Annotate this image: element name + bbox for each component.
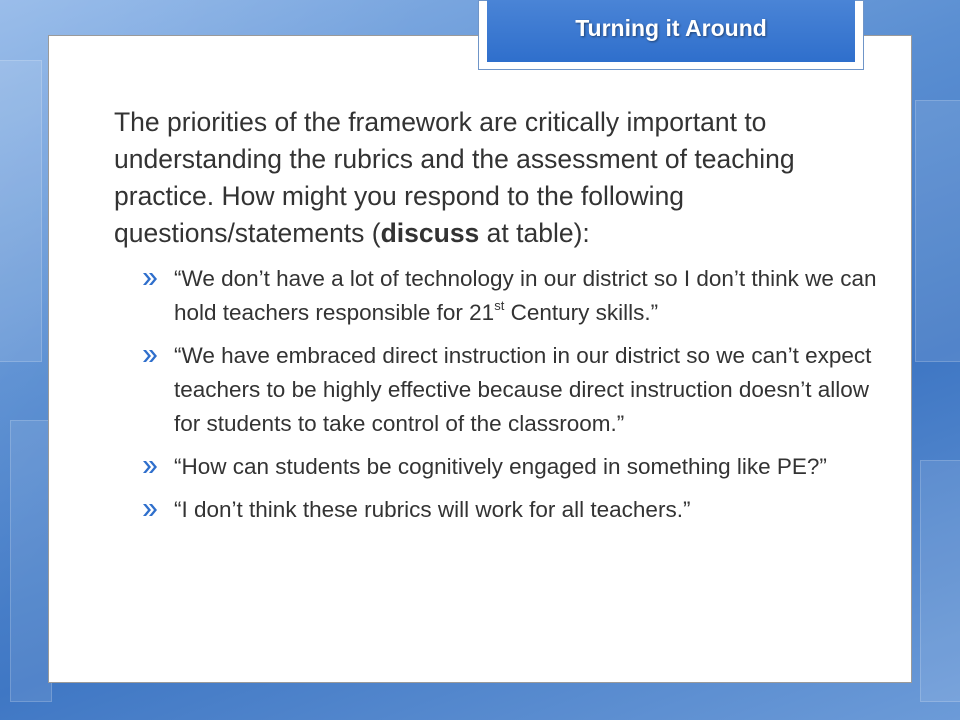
bullet-text: “We don’t have a lot of technology in our district so I don’t think we can hold teachers responsible for 21 bbox=[174, 266, 877, 325]
bullet-item bbox=[142, 339, 882, 441]
bullet-text: “How can students be cognitively engaged in something like PE?” bbox=[174, 454, 827, 479]
bullet-text: “We have embraced direct instruction in our district so we can’t expect teachers to be highly effective because direct instruction doesn’t allow for students to take control of the classroom.” bbox=[174, 343, 872, 436]
background-pane bbox=[915, 100, 960, 362]
double-chevron-bullet-icon bbox=[142, 272, 158, 286]
bullet-text-tail: Century skills.” bbox=[504, 300, 659, 325]
slide-title: Turning it Around bbox=[487, 0, 855, 62]
background-pane bbox=[920, 460, 960, 702]
intro-text-end: at table): bbox=[479, 218, 590, 248]
double-chevron-bullet-icon bbox=[142, 349, 158, 363]
bullet-text: “I don’t think these rubrics will work for all teachers.” bbox=[174, 497, 691, 522]
double-chevron-bullet-icon bbox=[142, 460, 158, 474]
double-chevron-bullet-icon bbox=[142, 503, 158, 517]
intro-paragraph bbox=[114, 104, 874, 252]
bullet-item bbox=[142, 262, 882, 330]
background-pane bbox=[10, 420, 52, 702]
background-pane bbox=[0, 60, 42, 362]
bullet-superscript: st bbox=[494, 298, 505, 313]
bullet-item bbox=[142, 450, 882, 484]
bullet-list bbox=[142, 262, 882, 536]
intro-bold-word: discuss bbox=[380, 218, 480, 248]
bullet-item bbox=[142, 493, 882, 527]
intro-text: The priorities of the framework are critically important to understanding the rubrics and the assessment of teaching practice. How might you respond to the following questions/statements ( bbox=[114, 107, 795, 248]
